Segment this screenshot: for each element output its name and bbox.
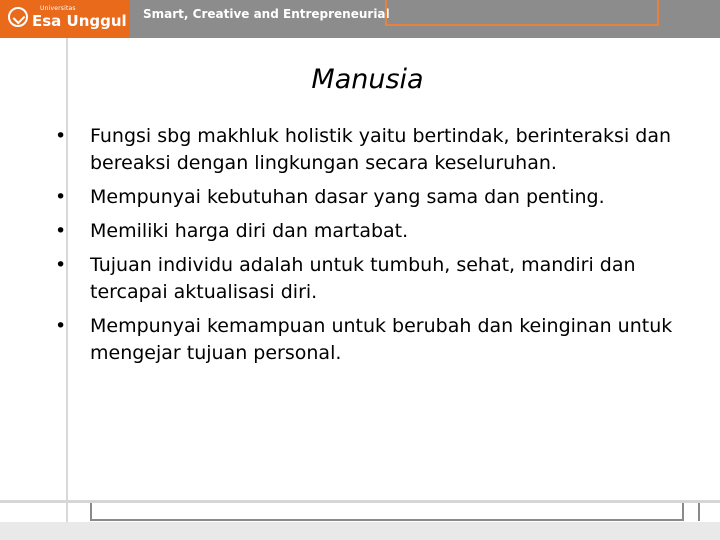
list-item-text: Mempunyai kebutuhan dasar yang sama dan penting. bbox=[90, 186, 605, 208]
bullet-list bbox=[50, 123, 710, 374]
list-item bbox=[50, 218, 710, 245]
list-item bbox=[50, 184, 710, 211]
list-item-text: Fungsi sbg makhluk holistik yaitu bertindak, berinteraksi dan bereaksi dengan lingkungan secara keseluruhan. bbox=[90, 125, 672, 174]
brand-logo bbox=[0, 0, 130, 38]
footer-strip bbox=[0, 522, 720, 540]
logo-text: Esa Unggul bbox=[32, 12, 127, 30]
list-item-text: Tujuan individu adalah untuk tumbuh, sehat, mandiri dan tercapai aktualisasi diri. bbox=[90, 254, 636, 303]
footer-decor-right bbox=[684, 503, 700, 521]
header-decor-box bbox=[385, 0, 659, 26]
bullet-icon: • bbox=[55, 254, 67, 276]
footer-decor-box bbox=[90, 503, 684, 521]
list-item bbox=[50, 252, 710, 306]
bullet-icon: • bbox=[55, 315, 67, 337]
list-item bbox=[50, 123, 710, 177]
header-bar bbox=[0, 0, 720, 38]
bullet-icon: • bbox=[55, 220, 67, 242]
bullet-icon: • bbox=[55, 125, 67, 147]
logo-emblem-icon bbox=[8, 7, 28, 27]
list-item-text: Memiliki harga diri dan martabat. bbox=[90, 220, 409, 242]
slide-title: Manusia bbox=[311, 64, 424, 95]
tagline: Smart, Creative and Entrepreneurial bbox=[143, 7, 390, 21]
list-item bbox=[50, 313, 710, 367]
list-item-text: Mempunyai kemampuan untuk berubah dan keinginan untuk mengejar tujuan personal. bbox=[90, 315, 673, 364]
logo-subtext: Universitas bbox=[40, 5, 76, 12]
bullet-icon: • bbox=[55, 186, 67, 208]
